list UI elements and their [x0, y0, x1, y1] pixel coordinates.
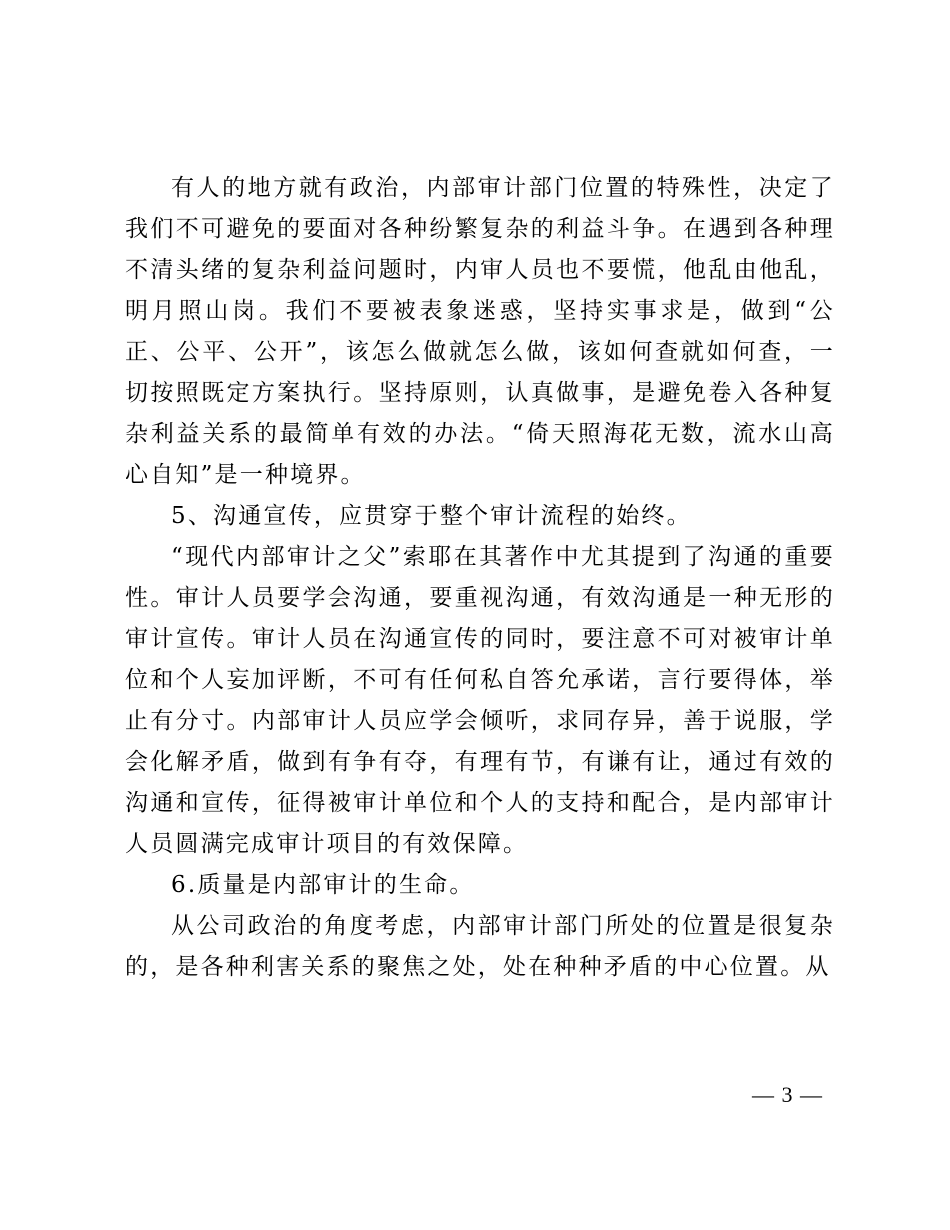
heading-quality: 6.质量是内部审计的生命。 [171, 872, 475, 898]
paragraph-quality: 从公司政治的角度考虑，内部审计部门所处的位置是很复杂的，是各种利害关系的聚焦之处，处在种种矛盾的中心位置。从 [125, 913, 835, 980]
paragraph-communication: “现代内部审计之父”索耶在其著作中尤其提到了沟通的重要性。审计人员要学会沟通，要重视沟通，有效沟通是一种无形的审计宣传。审计人员在沟通宣传的同时，要注意不可对被审计单位和个人妄加评断，不可有任何私自答允承诺，言行要得体，举止有分寸。内部审计人员应学会倾听，求同存异，善于说服，学会化解矛盾，做到有争有夺，有理有节，有谦有让，通过有效的沟通和宣传，征得被审计单位和个人的支持和配合，是内部审计人员圆满完成审计项目的有效保障。 [125, 544, 835, 857]
heading-communication: 5、沟通宣传，应贯穿于整个审计流程的始终。 [171, 503, 692, 529]
paragraph-politics: 有人的地方就有政治，内部审计部门位置的特殊性，决定了我们不可避免的要面对各种纷繁复杂的利益斗争。在遇到各种理不清头绪的复杂利益问题时，内审人员也不要慌，他乱由他乱，明月照山岗。我们不要被表象迷惑，坚持实事求是，做到“公正、公平、公开”，该怎么做就怎么做，该如何查就如何查，一切按照既定方案执行。坚持原则，认真做事，是避免卷入各种复杂利益关系的最简单有效的办法。“倚天照海花无数，流水山高心自知”是一种境界。 [125, 175, 835, 488]
document-body [125, 168, 835, 988]
page-number: — 3 — [752, 1082, 823, 1107]
